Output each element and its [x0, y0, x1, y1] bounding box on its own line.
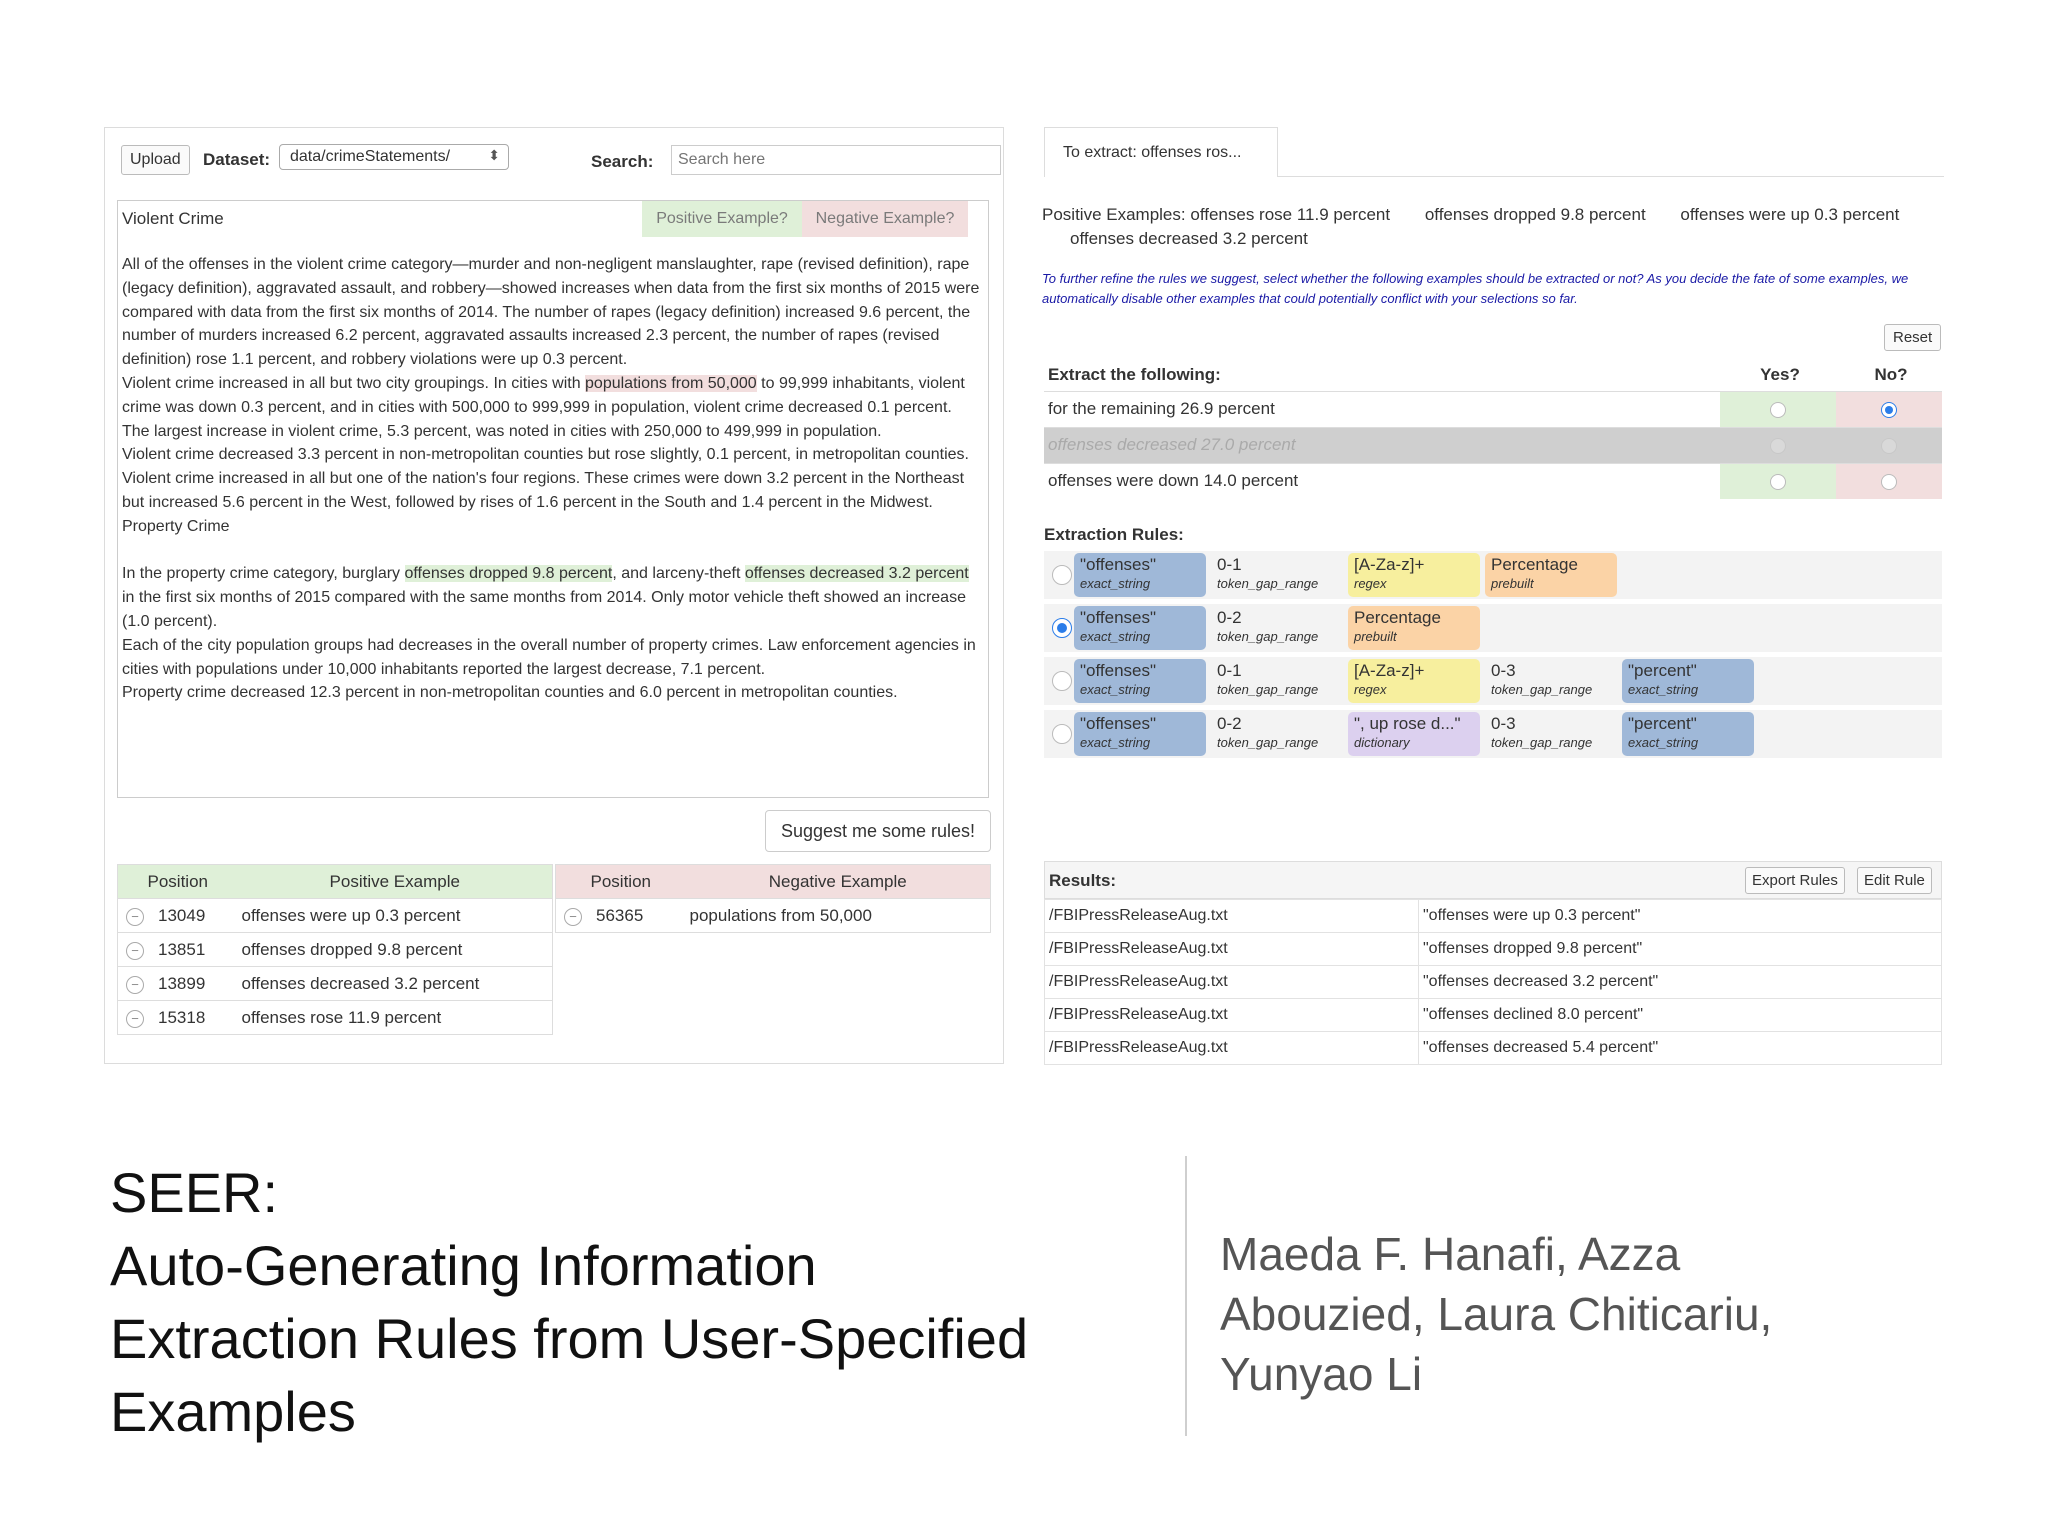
token-label: 0-2	[1217, 608, 1242, 627]
token-type: dictionary	[1354, 735, 1410, 750]
extraction-rules-title: Extraction Rules:	[1044, 525, 1184, 544]
token-label: Percentage	[1491, 555, 1578, 574]
column-header: Positive Example	[238, 865, 553, 899]
example-cell: offenses dropped 9.8 percent	[238, 933, 553, 967]
tab-divider	[1278, 176, 1944, 177]
token-type: token_gap_range	[1217, 576, 1319, 591]
author-line: Maeda F. Hanafi, Azza	[1220, 1228, 1681, 1280]
extract-choice-text: for the remaining 26.9 percent	[1044, 391, 1720, 427]
doc-paragraph: Violent crime decreased 3.3 percent in non-metropolitan counties but rose slightly, 0.1 percent, in metropolitan counties.	[122, 446, 969, 464]
rule-token[interactable]	[1622, 712, 1754, 756]
rule-token[interactable]	[1211, 553, 1343, 597]
token-label: 0-1	[1217, 661, 1242, 680]
search-input[interactable]	[671, 145, 1001, 175]
search-label: Search:	[591, 152, 654, 171]
remove-example-icon[interactable]: −	[126, 976, 144, 994]
rule-token[interactable]	[1622, 659, 1754, 703]
results-title: Results:	[1049, 871, 1117, 890]
rule-select-radio[interactable]	[1052, 724, 1072, 744]
result-row[interactable]	[1045, 1032, 1942, 1065]
no-radio	[1881, 438, 1897, 454]
token-type: token_gap_range	[1491, 682, 1593, 697]
doc-section-heading: Property Crime	[122, 517, 230, 535]
select-arrows-icon: ⬍	[488, 147, 500, 163]
no-radio[interactable]	[1881, 474, 1897, 490]
positive-example-item: offenses decreased 3.2 percent	[1070, 229, 1308, 248]
column-header: Negative Example	[686, 865, 991, 899]
positive-highlight[interactable]: offenses decreased 3.2 percent	[744, 565, 969, 583]
suggest-rules-button[interactable]: Suggest me some rules!	[765, 810, 991, 852]
position-value: 13851	[158, 939, 206, 959]
negative-example-button[interactable]: Negative Example?	[802, 201, 968, 237]
doc-paragraph: Violent crime increased in all but one of the nation's four regions. These crimes were down 3.2 percent in the Northeast but increased 5.6 percent in the West, followed by rises of 1.6 percent in the South and 1.4 percent in the Midwest.	[122, 470, 965, 511]
token-label: 0-3	[1491, 714, 1516, 733]
no-cell	[1836, 427, 1942, 463]
token-label: "offenses"	[1080, 555, 1157, 574]
token-type: exact_string	[1628, 682, 1699, 697]
result-row[interactable]	[1045, 966, 1942, 999]
table-row	[118, 899, 553, 933]
table-row	[118, 1001, 553, 1035]
positive-example-item: offenses rose 11.9 percent	[1190, 205, 1391, 224]
position-value: 56365	[596, 905, 644, 925]
paper-title	[110, 1156, 1150, 1448]
tab-extract[interactable]: To extract: offenses ros...	[1044, 127, 1278, 177]
positive-example-button[interactable]: Positive Example?	[642, 201, 802, 237]
refine-instructions: To further refine the rules we suggest, select whether the following examples should be extracted or not? As you decide the fate of some examples, we automatically disable other examples that could potentially conflict with your selections so far.	[1042, 271, 1909, 306]
token-label: 0-1	[1217, 555, 1242, 574]
rule-token[interactable]	[1074, 712, 1206, 756]
rule-token[interactable]	[1211, 606, 1343, 650]
result-file: /FBIPressReleaseAug.txt	[1045, 999, 1419, 1032]
doc-text-span: , and larceny-theft	[612, 565, 745, 583]
yes-radio	[1770, 438, 1786, 454]
doc-paragraph	[122, 372, 982, 443]
rule-token[interactable]	[1485, 553, 1617, 597]
extraction-rule-row[interactable]	[1044, 710, 1942, 758]
results-panel	[1044, 861, 1942, 1061]
result-row[interactable]	[1045, 999, 1942, 1032]
positive-highlight[interactable]: offenses dropped 9.8 percent	[404, 565, 613, 583]
document-text[interactable]	[122, 253, 982, 705]
result-match: "offenses declined 8.0 percent"	[1419, 999, 1942, 1032]
extraction-rule-row[interactable]	[1044, 604, 1942, 652]
result-file: /FBIPressReleaseAug.txt	[1045, 966, 1419, 999]
token-label: "percent"	[1628, 714, 1697, 733]
token-label: "offenses"	[1080, 608, 1157, 627]
position-cell	[118, 899, 238, 933]
result-match: "offenses dropped 9.8 percent"	[1419, 933, 1942, 966]
example-cell: populations from 50,000	[686, 899, 991, 933]
token-type: prebuilt	[1354, 629, 1397, 644]
token-type: token_gap_range	[1217, 629, 1319, 644]
rule-select-radio[interactable]	[1052, 618, 1072, 638]
token-type: regex	[1354, 576, 1387, 591]
table-row	[118, 933, 553, 967]
document-viewer[interactable]	[117, 200, 989, 798]
doc-text-span: Violent crime increased in all but two city groupings. In cities with	[122, 374, 586, 392]
dataset-select[interactable]	[279, 144, 509, 170]
positive-examples-table	[117, 864, 553, 1035]
result-row[interactable]	[1045, 900, 1942, 933]
title-line: Auto-Generating Information	[110, 1234, 817, 1297]
example-cell: offenses rose 11.9 percent	[238, 1001, 553, 1035]
negative-highlight[interactable]: populations from 50,000	[585, 374, 757, 392]
title-line: Examples	[110, 1380, 356, 1443]
edit-rule-button[interactable]: Edit Rule	[1857, 867, 1932, 894]
rule-token[interactable]	[1074, 553, 1206, 597]
position-cell	[118, 967, 238, 1001]
remove-example-icon[interactable]: −	[126, 1010, 144, 1028]
token-label: 0-2	[1217, 714, 1242, 733]
token-label: ", up rose d..."	[1354, 714, 1461, 733]
token-type: exact_string	[1080, 629, 1151, 644]
results-header	[1044, 861, 1942, 899]
column-header: No?	[1874, 364, 1908, 384]
positive-example-item: offenses were up 0.3 percent	[1680, 205, 1900, 224]
position-value: 13049	[158, 905, 206, 925]
rule-token[interactable]	[1211, 712, 1343, 756]
extract-choice-text: offenses were down 14.0 percent	[1044, 463, 1720, 499]
rule-token[interactable]	[1348, 606, 1480, 650]
token-type: regex	[1354, 682, 1387, 697]
rule-token[interactable]	[1211, 659, 1343, 703]
result-file: /FBIPressReleaseAug.txt	[1045, 1032, 1419, 1065]
position-cell	[118, 1001, 238, 1035]
doc-text-span: in the first six months of 2015 compared with the same months from 2014. Only motor vehicle theft showed an increase (1.0 percent).	[122, 589, 966, 630]
rule-token[interactable]	[1074, 659, 1206, 703]
rule-token[interactable]	[1348, 712, 1480, 756]
no-cell	[1836, 463, 1942, 499]
column-header: Position	[118, 865, 238, 899]
example-cell: offenses decreased 3.2 percent	[238, 967, 553, 1001]
token-label: "offenses"	[1080, 661, 1157, 680]
title-line: Extraction Rules from User-Specified	[110, 1307, 1029, 1370]
position-cell	[118, 933, 238, 967]
column-header: Position	[556, 865, 686, 899]
upload-button[interactable]: Upload	[121, 145, 190, 175]
token-label: [A-Za-z]+	[1354, 661, 1425, 680]
positive-examples-summary	[1042, 203, 1942, 251]
position-value: 13899	[158, 973, 206, 993]
extraction-rule-row[interactable]	[1044, 551, 1942, 599]
rule-select-radio[interactable]	[1052, 565, 1072, 585]
extract-choice-row	[1044, 463, 1942, 499]
export-rules-button[interactable]: Export Rules	[1745, 867, 1845, 894]
doc-text-span: to 99,999 inhabitants, violent crime was down 0.3 percent, and in cities with 500,000 to 999,999 in population, violent crime decreased 0.1 percent. The largest increase in violent crime, 5.3 percent, was noted in cities with 250,000 to 499,999 in population.	[122, 374, 965, 440]
column-header: Extract the following:	[1048, 364, 1221, 384]
remove-example-icon[interactable]: −	[126, 942, 144, 960]
doc-paragraph	[122, 562, 982, 633]
result-match: "offenses were up 0.3 percent"	[1419, 900, 1942, 933]
token-type: prebuilt	[1491, 576, 1534, 591]
doc-paragraph: Each of the city population groups had decreases in the overall number of property crimes. Law enforcement agencies in cities with populations under 10,000 inhabitants reported the largest decrease, 7.1 percent.	[122, 636, 976, 678]
remove-example-icon[interactable]: −	[126, 908, 144, 926]
position-value: 15318	[158, 1007, 206, 1027]
author-line: Abouzied, Laura Chiticariu,	[1220, 1288, 1773, 1340]
result-match: "offenses decreased 3.2 percent"	[1419, 966, 1942, 999]
position-cell	[556, 899, 686, 933]
toolbar	[117, 140, 991, 172]
rule-token[interactable]	[1348, 659, 1480, 703]
example-cell: offenses were up 0.3 percent	[238, 899, 553, 933]
negative-examples-table	[555, 864, 991, 933]
author-line: Yunyao Li	[1220, 1348, 1423, 1400]
doc-paragraph: All of the offenses in the violent crime category—murder and non-negligent manslaughter, rape (revised definition), rape (legacy definition), aggravated assault, and robbery—showed increases when data from the first six months of 2015 were compared with data from the first six months of 2014. The number of rapes (legacy definition) increased 9.6 percent, the number of murders increased 6.2 percent, aggravated assaults increased 2.3 percent, the number of rapes (revised definition) rose 1.1 percent, and robbery violations were up 0.3 percent.	[122, 256, 980, 369]
doc-text-span: In the property crime category, burglary	[122, 565, 405, 583]
table-row	[118, 967, 553, 1001]
doc-paragraph: Property crime decreased 12.3 percent in non-metropolitan counties and 6.0 percent in metropolitan counties.	[122, 684, 898, 702]
remove-example-icon[interactable]: −	[564, 908, 582, 926]
extract-choices-table	[1044, 359, 1942, 499]
token-label: "offenses"	[1080, 714, 1157, 733]
result-match: "offenses decreased 5.4 percent"	[1419, 1032, 1942, 1065]
yes-radio[interactable]	[1770, 474, 1786, 490]
rules-panel	[1040, 127, 1950, 1064]
no-cell	[1836, 391, 1942, 427]
result-file: /FBIPressReleaseAug.txt	[1045, 933, 1419, 966]
token-type: exact_string	[1628, 735, 1699, 750]
no-radio[interactable]	[1881, 402, 1897, 418]
rule-token[interactable]	[1348, 553, 1480, 597]
reset-button[interactable]: Reset	[1884, 324, 1941, 351]
token-type: token_gap_range	[1491, 735, 1593, 750]
token-type: token_gap_range	[1217, 682, 1319, 697]
extract-choice-row	[1044, 427, 1942, 463]
result-file: /FBIPressReleaseAug.txt	[1045, 900, 1419, 933]
column-header: Yes?	[1760, 364, 1800, 384]
positive-examples-label: Positive Examples:	[1042, 205, 1186, 224]
results-table	[1044, 899, 1942, 1065]
extraction-rule-row[interactable]	[1044, 657, 1942, 705]
document-title: Violent Crime	[122, 209, 224, 228]
yes-cell	[1720, 463, 1836, 499]
token-label: 0-3	[1491, 661, 1516, 680]
result-row[interactable]	[1045, 933, 1942, 966]
authors	[1220, 1224, 1920, 1404]
dataset-label: Dataset:	[203, 150, 271, 169]
token-type: exact_string	[1080, 576, 1151, 591]
token-type: exact_string	[1080, 735, 1151, 750]
document-panel	[104, 127, 1004, 1064]
rule-token[interactable]	[1485, 712, 1617, 756]
positive-example-item: offenses dropped 9.8 percent	[1424, 205, 1646, 224]
vertical-divider	[1185, 1156, 1187, 1436]
token-type: token_gap_range	[1217, 735, 1319, 750]
dataset-value: data/crimeStatements/	[290, 148, 451, 165]
yes-cell	[1720, 391, 1836, 427]
token-label: "percent"	[1628, 661, 1697, 680]
token-type: exact_string	[1080, 682, 1151, 697]
extract-choice-row	[1044, 391, 1942, 427]
rule-token[interactable]	[1485, 659, 1617, 703]
extract-choice-text: offenses decreased 27.0 percent	[1044, 427, 1720, 463]
yes-cell	[1720, 427, 1836, 463]
token-label: Percentage	[1354, 608, 1441, 627]
yes-radio[interactable]	[1770, 402, 1786, 418]
rule-token[interactable]	[1074, 606, 1206, 650]
token-label: [A-Za-z]+	[1354, 555, 1425, 574]
table-row	[556, 899, 991, 933]
title-line: SEER:	[110, 1161, 279, 1224]
rule-select-radio[interactable]	[1052, 671, 1072, 691]
